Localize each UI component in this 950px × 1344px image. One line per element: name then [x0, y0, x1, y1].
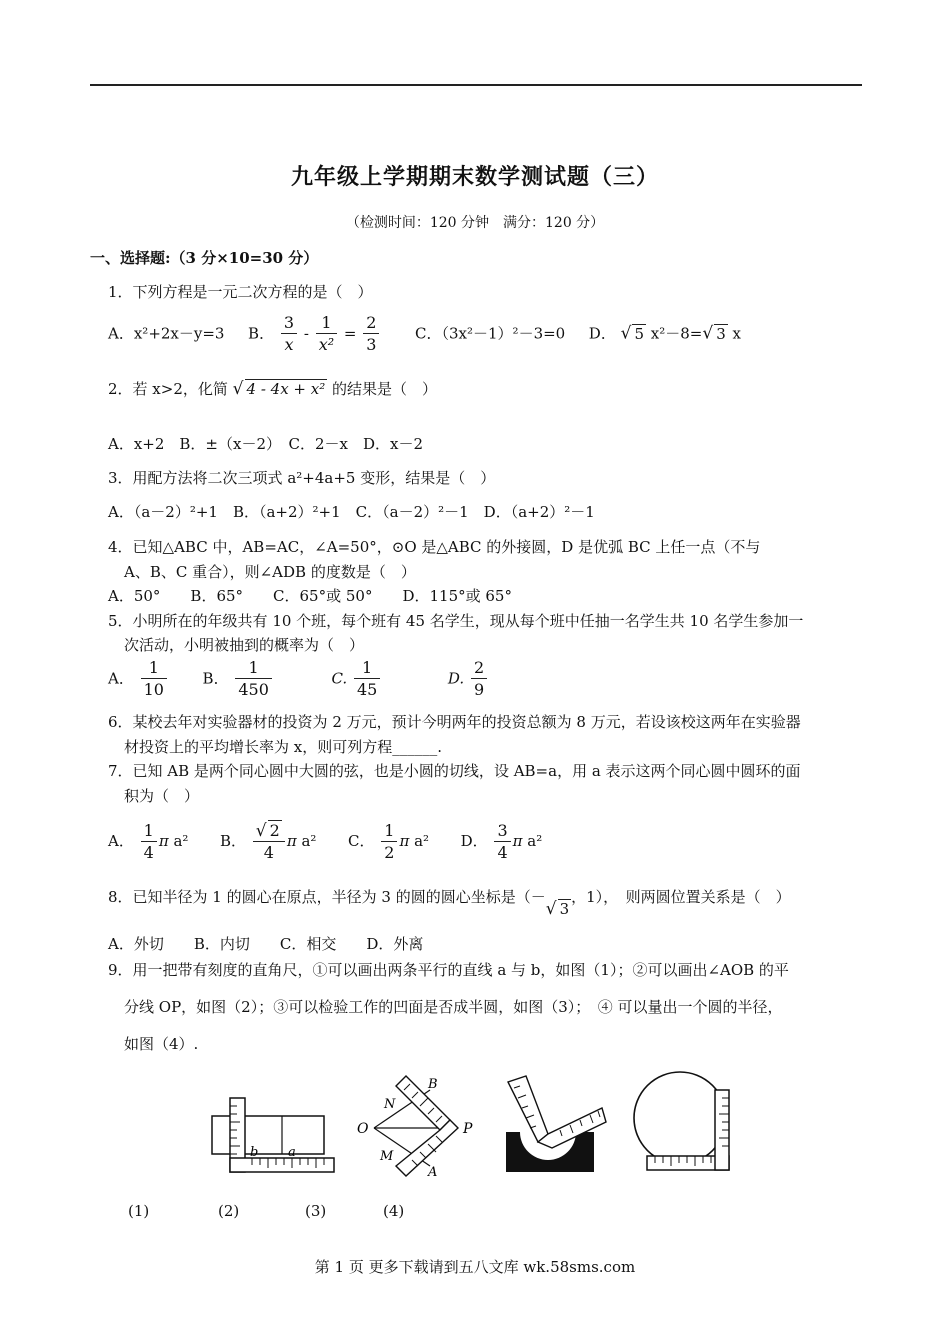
q7-d-frac: $\frac{3}{4}$: [494, 821, 510, 864]
figure-label-1: (1): [128, 1202, 150, 1220]
q1-c-text: （3x²－1）²－3=0: [441, 324, 566, 343]
q1-b-minus: -: [303, 324, 309, 343]
q2-stem-post: 的结果是（ ）: [332, 380, 438, 398]
q1-d-end: x: [732, 324, 742, 343]
q1-d-label: D．: [588, 324, 616, 343]
q1-b-frac1: $\frac{3}{x}$: [281, 313, 297, 356]
q1-options: A．x²+2x－y=3 B． $\frac{3}{x}$ - $\frac{1}{\text{x²}}$ = $\frac{2}{3}$ C．（3x²－1）²－3=0 D． √ 5 x²－8=√ 3 x: [108, 313, 742, 354]
q1-d-rad1: 5: [634, 324, 644, 343]
q5-a-frac: $\frac{1}{10}$: [141, 658, 167, 701]
figure-4: [634, 1072, 729, 1170]
fig2-label-A: A: [428, 1165, 438, 1178]
q2-stem: 2．若 x>2，化简 √ 4 - 4x + x² 的结果是（ ）: [108, 379, 438, 399]
q1-b-frac3: $\frac{2}{3}$: [363, 313, 379, 356]
q7-c-pi: π: [399, 832, 410, 850]
fig1-label-a: a: [288, 1145, 296, 1160]
q5-c-frac: $\frac{1}{45}$: [354, 658, 380, 701]
q1-d-rad2: 3: [716, 324, 726, 343]
q5-d-frac: $\frac{2}{9}$: [471, 658, 487, 701]
q1-c-label: C．: [415, 324, 442, 343]
section-heading: 一、选择题:（3 分×10=30 分）: [90, 249, 319, 267]
fig2-label-P: P: [463, 1121, 473, 1137]
page-footer: 第 1 页 更多下载请到五八文库 wk.58sms.com: [314, 1258, 636, 1276]
fig2-label-B: B: [428, 1077, 438, 1092]
q6-line2: 材投资上的平均增长率为 x，则可列方程______.: [124, 738, 442, 756]
figure-label-4: (4): [383, 1202, 405, 1220]
fig2-label-M: M: [380, 1149, 394, 1164]
q1-b-eq: =: [343, 324, 357, 343]
page-title: 九年级上学期期末数学测试题（三）: [290, 164, 659, 190]
q5-c-label: C.: [331, 669, 348, 688]
q4-options: A．50° B．65° C．65°或 50° D．115°或 65°: [108, 587, 512, 605]
q2-options: A．x+2 B．±（x－2） C．2－x D．x－2: [108, 435, 424, 453]
q7-a-label: A．: [108, 832, 134, 850]
q6-line1: 6．某校去年对实验器材的投资为 2 万元，预计今明两年的投资总额为 8 万元，若设该校这两年在实验器: [108, 713, 801, 731]
q7-a-frac: $\frac{1}{4}$: [141, 821, 157, 864]
exam-info: （检测时间：120 分钟 满分：120 分）: [345, 215, 605, 231]
q1-b-label: B．: [248, 324, 275, 343]
q1-b-frac2: $\frac{1}{\text{x²}}$: [316, 313, 337, 356]
header-rule: [90, 84, 862, 86]
q1-stem: 1．下列方程是一元二次方程的是（ ）: [108, 283, 373, 301]
figure-label-2: (2): [218, 1202, 240, 1220]
q7-a-pi: π: [158, 832, 169, 850]
q7-c-a2: a²: [414, 832, 430, 850]
figure-label-3: (3): [305, 1202, 327, 1220]
q1-a-text: x²+2x－y=3: [133, 324, 225, 343]
q9-line3: 如图（4）.: [124, 1035, 199, 1053]
q4-line1: 4．已知△ABC 中，AB=AC，∠A=50°，⊙O 是△ABC 的外接圆，D 是优弧 BC 上任一点（不与: [108, 538, 761, 556]
fig2-label-N: N: [384, 1097, 396, 1112]
q7-c-label: C．: [348, 832, 375, 850]
q3-stem: 3．用配方法将二次三项式 a²+4a+5 变形，结果是（ ）: [108, 469, 496, 487]
q7-d-a2: a²: [527, 832, 543, 850]
q9-line1: 9．用一把带有刻度的直角尺，①可以画出两条平行的直线 a 与 b，如图（1）；②可以画出∠AOB 的平: [108, 961, 789, 979]
q7-options: [108, 820, 542, 864]
q5-b-frac: $\frac{1}{450}$: [235, 658, 272, 701]
q7-b-frac: $\frac{√ 2}{4}$: [253, 820, 285, 864]
q8-stem: 8．已知半径为 1 的圆心在原点，半径为 3 的圆的圆心坐标是（－√ 3，1）， 则两圆位置关系是（ ）: [108, 888, 791, 919]
fig1-label-b: b: [250, 1145, 259, 1160]
q5-b-label: B．: [202, 669, 229, 688]
q5-a-label: A．: [108, 669, 134, 688]
q7-b-label: B．: [219, 832, 247, 850]
q9-line2: 分线 OP，如图（2）；③可以检验工作的凹面是否成半圆，如图（3）； ④ 可以量出一个圆的半径，: [124, 998, 783, 1016]
q8-rad: 3: [559, 900, 570, 918]
q7-d-label: D．: [460, 832, 488, 850]
q8-stem-post: ，1）， 则两圆位置关系是（ ）: [571, 888, 791, 906]
q1-d-mid: x²－8=: [650, 324, 703, 343]
q7-line1: 7．已知 AB 是两个同心圆中大圆的弦，也是小圆的切线，设 AB=a，用 a 表示这两个同心圆中圆环的面: [108, 762, 801, 780]
q7-b-pi: π: [286, 832, 297, 850]
figure-3: [506, 1076, 606, 1172]
q5-d-label: D.: [447, 669, 465, 688]
q5-line2: 次活动，小明被抽到的概率为（ ）: [124, 636, 365, 654]
q2-radicand: 4 - 4x + x²: [246, 380, 326, 398]
fig2-label-O: O: [357, 1121, 369, 1137]
q5-line1: 5．小明所在的年级共有 10 个班，每个班有 45 名学生，现从每个班中任抽一名学生共 10 名学生参加一: [108, 612, 804, 630]
q7-line2: 积为（ ）: [124, 787, 200, 805]
q7-c-frac: $\frac{1}{2}$: [381, 821, 397, 864]
q8-options: A．外切 B．内切 C．相交 D．外离: [108, 935, 424, 953]
figure-1: [212, 1098, 334, 1172]
q7-b-a2: a²: [301, 832, 317, 850]
q2-stem-pre: 2．若 x>2，化简: [108, 380, 228, 398]
q7-d-pi: π: [512, 832, 523, 850]
q5-options: [108, 658, 489, 701]
q7-a-a2: a²: [173, 832, 189, 850]
q9-figures: [200, 1068, 760, 1178]
q8-stem-pre: 8．已知半径为 1 的圆心在原点，半径为 3 的圆的圆心坐标是（－: [108, 888, 546, 906]
q3-options: A．（a－2）²+1 B．（a+2）²+1 C．（a－2）²－1 D．（a+2）²－1: [108, 503, 595, 521]
q4-line2: A、B、C 重合），则∠ADB 的度数是（ ）: [124, 563, 416, 581]
q1-a-label: A．: [108, 324, 134, 343]
figure-2: [357, 1076, 473, 1178]
